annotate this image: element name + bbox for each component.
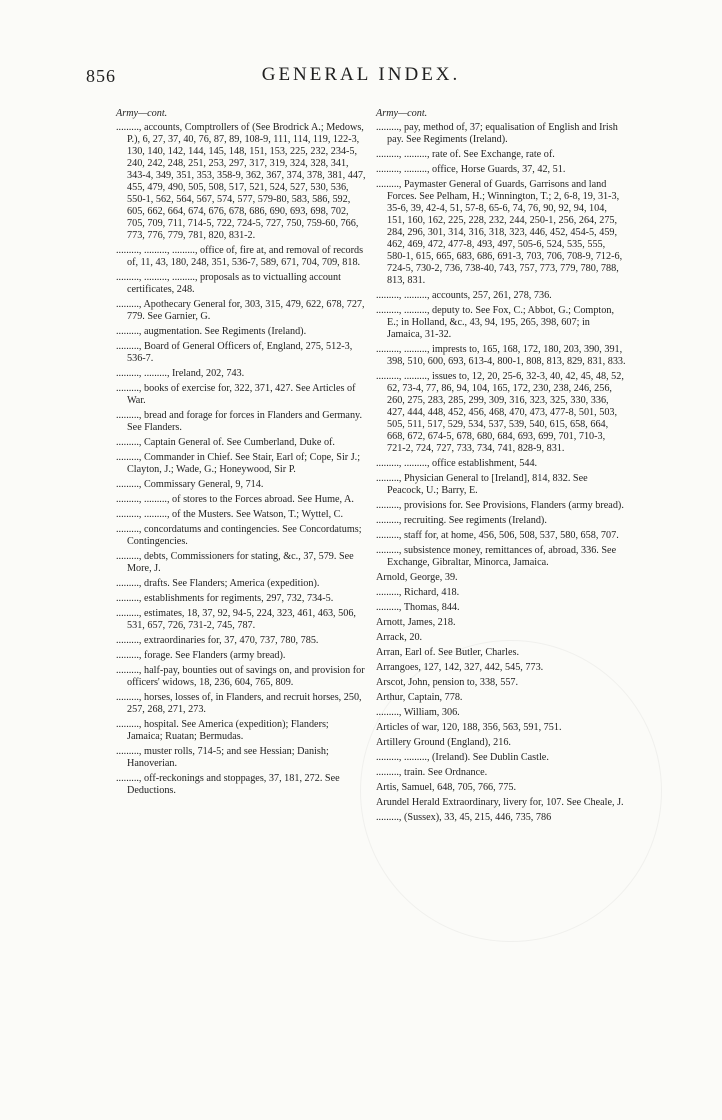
index-entry: ........., ........., Ireland, 202, 743.: [116, 368, 245, 379]
index-entry: Arrangoes, 127, 142, 327, 442, 545, 773.: [376, 662, 544, 673]
index-entry: ........., ........., deputy to. See Fox, C.; Abbot, G.; Compton, E.; in Holland, &c., 43, 94, 195, 265, 398, 607; in Jamaica, 31-32.: [376, 305, 614, 340]
index-entry: Arnott, James, 218.: [376, 617, 456, 628]
index-entry: ........., ........., issues to, 12, 20, 25-6, 32-3, 40, 42, 45, 48, 52, 62, 73-4, 77, 86, 94, 104, 165, 172, 230, 238, 246, 256, 260, 275, 283, 285, 299, 309, 316, 323, 325, 330, 336, 427, 444, 448, 452, 456, 468, 470, 473, 477-8, 501, 503, 505, 511, 517, 529, 534, 537, 539, 540, 615, 658, 664, 668, 672, 674-5, 678, 680, 684, 693, 699, 701, 710-3, 721-2, 724, 727, 733, 734, 741, 828-9, 831.: [376, 371, 624, 454]
right-column: [376, 108, 626, 827]
index-entry: ........., Board of General Officers of, England, 275, 512-3, 536-7.: [116, 341, 353, 364]
index-entry: ........., drafts. See Flanders; America (expedition).: [116, 578, 320, 589]
index-entry: ........., ........., rate of. See Exchange, rate of.: [376, 149, 555, 160]
index-entry: ........., Apothecary General for, 303, 315, 479, 622, 678, 727, 779. See Garnier, G.: [116, 299, 365, 322]
index-entry: ........., extraordinaries for, 37, 470, 737, 780, 785.: [116, 635, 319, 646]
index-entry: Artillery Ground (England), 216.: [376, 737, 511, 748]
index-entry: Articles of war, 120, 188, 356, 563, 591, 751.: [376, 722, 562, 733]
index-entry: ........., Captain General of. See Cumberland, Duke of.: [116, 437, 335, 448]
index-entry: Arran, Earl of. See Butler, Charles.: [376, 647, 520, 658]
page-title: GENERAL INDEX.: [261, 64, 461, 85]
index-entry: Arundel Herald Extraordinary, livery for, 107. See Cheale, J.: [376, 797, 624, 808]
index-entry: ........., ........., accounts, 257, 261, 278, 736.: [376, 290, 552, 301]
column-heading: Army—cont.: [376, 108, 428, 119]
index-entry: ........., Thomas, 844.: [376, 602, 460, 613]
index-entry: ........., Richard, 418.: [376, 587, 460, 598]
index-entry: Arthur, Captain, 778.: [376, 692, 463, 703]
index-entry: ........., provisions for. See Provisions, Flanders (army bread).: [376, 500, 624, 511]
index-entry: ........., Commander in Chief. See Stair, Earl of; Cope, Sir J.; Clayton, J.; Wade, G.; Honeywood, Sir P.: [116, 452, 361, 475]
left-column: [116, 108, 366, 800]
index-entry: ........., concordatums and contingencies. See Concordatums; Contingencies.: [116, 524, 362, 547]
index-entry: ........., ........., office, Horse Guards, 37, 42, 51.: [376, 164, 566, 175]
index-entry: ........., recruiting. See regiments (Ireland).: [376, 515, 547, 526]
index-entry: ........., Physician General to [Ireland], 814, 832. See Peacock, U.; Barry, E.: [376, 473, 588, 496]
column-heading: Army—cont.: [116, 108, 168, 119]
index-entry: ........., ........., imprests to, 165, 168, 172, 180, 203, 390, 391, 398, 510, 600, 693, 613-4, 800-1, 808, 813, 829, 831, 833.: [376, 344, 626, 367]
index-entry: ........., bread and forage for forces in Flanders and Germany. See Flanders.: [116, 410, 363, 433]
index-entry: ........., accounts, Comptrollers of (See Brodrick A.; Medows, P.), 6, 27, 37, 40, 76, 87, 89, 108-9, 111, 114, 119, 122-3, 130, 140, 142, 144, 145, 148, 151, 153, 225, 232, 234-5, 240, 242, 248, 251, 253, 297, 317, 319, 324, 328, 341, 343-4, 349, 351, 353, 358-9, 362, 367, 374, 378, 381, 447, 455, 479, 490, 505, 508, 517, 521, 524, 527, 530, 536, 550-1, 562, 564, 567, 574, 577, 579-80, 583, 586, 592, 605, 662, 664, 674, 676, 678, 686, 690, 693, 698, 702, 705, 709, 711, 714-5, 722, 724-5, 727, 750, 759-60, 766, 773, 776, 779, 781, 820, 831-2.: [116, 122, 366, 241]
index-entry: ........., ........., of stores to the Forces abroad. See Hume, A.: [116, 494, 354, 505]
index-entry: ........., ........., (Ireland). See Dublin Castle.: [376, 752, 549, 763]
index-entry: ........., pay, method of, 37; equalisation of English and Irish pay. See Regiments (Ireland).: [376, 122, 618, 145]
index-entry: ........., ........., ........., office of, fire at, and removal of records of, 11, 43, 180, 248, 351, 536-7, 589, 671, 704, 709, 818.: [116, 245, 364, 268]
index-entry: ........., staff for, at home, 456, 506, 508, 537, 580, 658, 707.: [376, 530, 619, 541]
index-entry: ........., muster rolls, 714-5; and see Hessian; Danish; Hanoverian.: [116, 746, 329, 769]
index-entry: Arnold, George, 39.: [376, 572, 458, 583]
index-entry: ........., ........., of the Musters. See Watson, T.; Wyttel, C.: [116, 509, 344, 520]
index-entry: ........., ........., office establishment, 544.: [376, 458, 538, 469]
index-entry: ........., books of exercise for, 322, 371, 427. See Articles of War.: [116, 383, 356, 406]
index-entry: ........., debts, Commissioners for stating, &c., 37, 579. See More, J.: [116, 551, 354, 574]
index-entry: ........., (Sussex), 33, 45, 215, 446, 735, 786: [376, 812, 552, 823]
index-entry: ........., off-reckonings and stoppages, 37, 181, 272. See Deductions.: [116, 773, 340, 796]
page-number: 856: [86, 66, 116, 86]
index-entry: Artis, Samuel, 648, 705, 766, 775.: [376, 782, 517, 793]
index-entry: Arscot, John, pension to, 338, 557.: [376, 677, 519, 688]
index-entry: ........., hospital. See America (expedition); Flanders; Jamaica; Ruatan; Bermudas.: [116, 719, 329, 742]
index-entry: Arrack, 20.: [376, 632, 423, 643]
index-entry: ........., establishments for regiments, 297, 732, 734-5.: [116, 593, 334, 604]
index-entry: ........., horses, losses of, in Flanders, and recruit horses, 250, 257, 268, 271, 273.: [116, 692, 362, 715]
index-entry: ........., augmentation. See Regiments (Ireland).: [116, 326, 307, 337]
index-entry: ........., half-pay, bounties out of savings on, and provision for officers' widows, 18, 236, 604, 765, 809.: [116, 665, 365, 688]
index-entry: ........., subsistence money, remittances of, abroad, 336. See Exchange, Gibraltar, Minorca, Jamaica.: [376, 545, 617, 568]
index-entry: ........., William, 306.: [376, 707, 460, 718]
index-entry: ........., estimates, 18, 37, 92, 94-5, 224, 323, 461, 463, 506, 531, 657, 726, 731-2, 745, 787.: [116, 608, 356, 631]
index-entry: ........., train. See Ordnance.: [376, 767, 488, 778]
index-entry: ........., forage. See Flanders (army bread).: [116, 650, 286, 661]
index-entry: ........., Commissary General, 9, 714.: [116, 479, 264, 490]
index-entry: ........., Paymaster General of Guards, Garrisons and land Forces. See Pelham, H.; Winnington, T.; 2, 6-8, 19, 31-3, 35-6, 39, 42-4, 51, 57-8, 65-6, 74, 76, 90, 92, 94, 104, 151, 160, 162, 225, 228, 232, 244, 250-1, 256, 264, 275, 284, 296, 301, 314, 316, 318, 323, 446, 452, 454-5, 459, 462, 469, 472, 477-8, 493, 497, 505-6, 524, 535, 555, 580-1, 615, 665, 683, 686, 691-3, 703, 706, 708-9, 712-6, 724-5, 730-2, 736, 738-40, 743, 757, 773, 779, 780, 788, 813, 831.: [376, 179, 623, 286]
index-entry: ........., ........., ........., proposals as to victualling account certificates, 248.: [116, 272, 341, 295]
